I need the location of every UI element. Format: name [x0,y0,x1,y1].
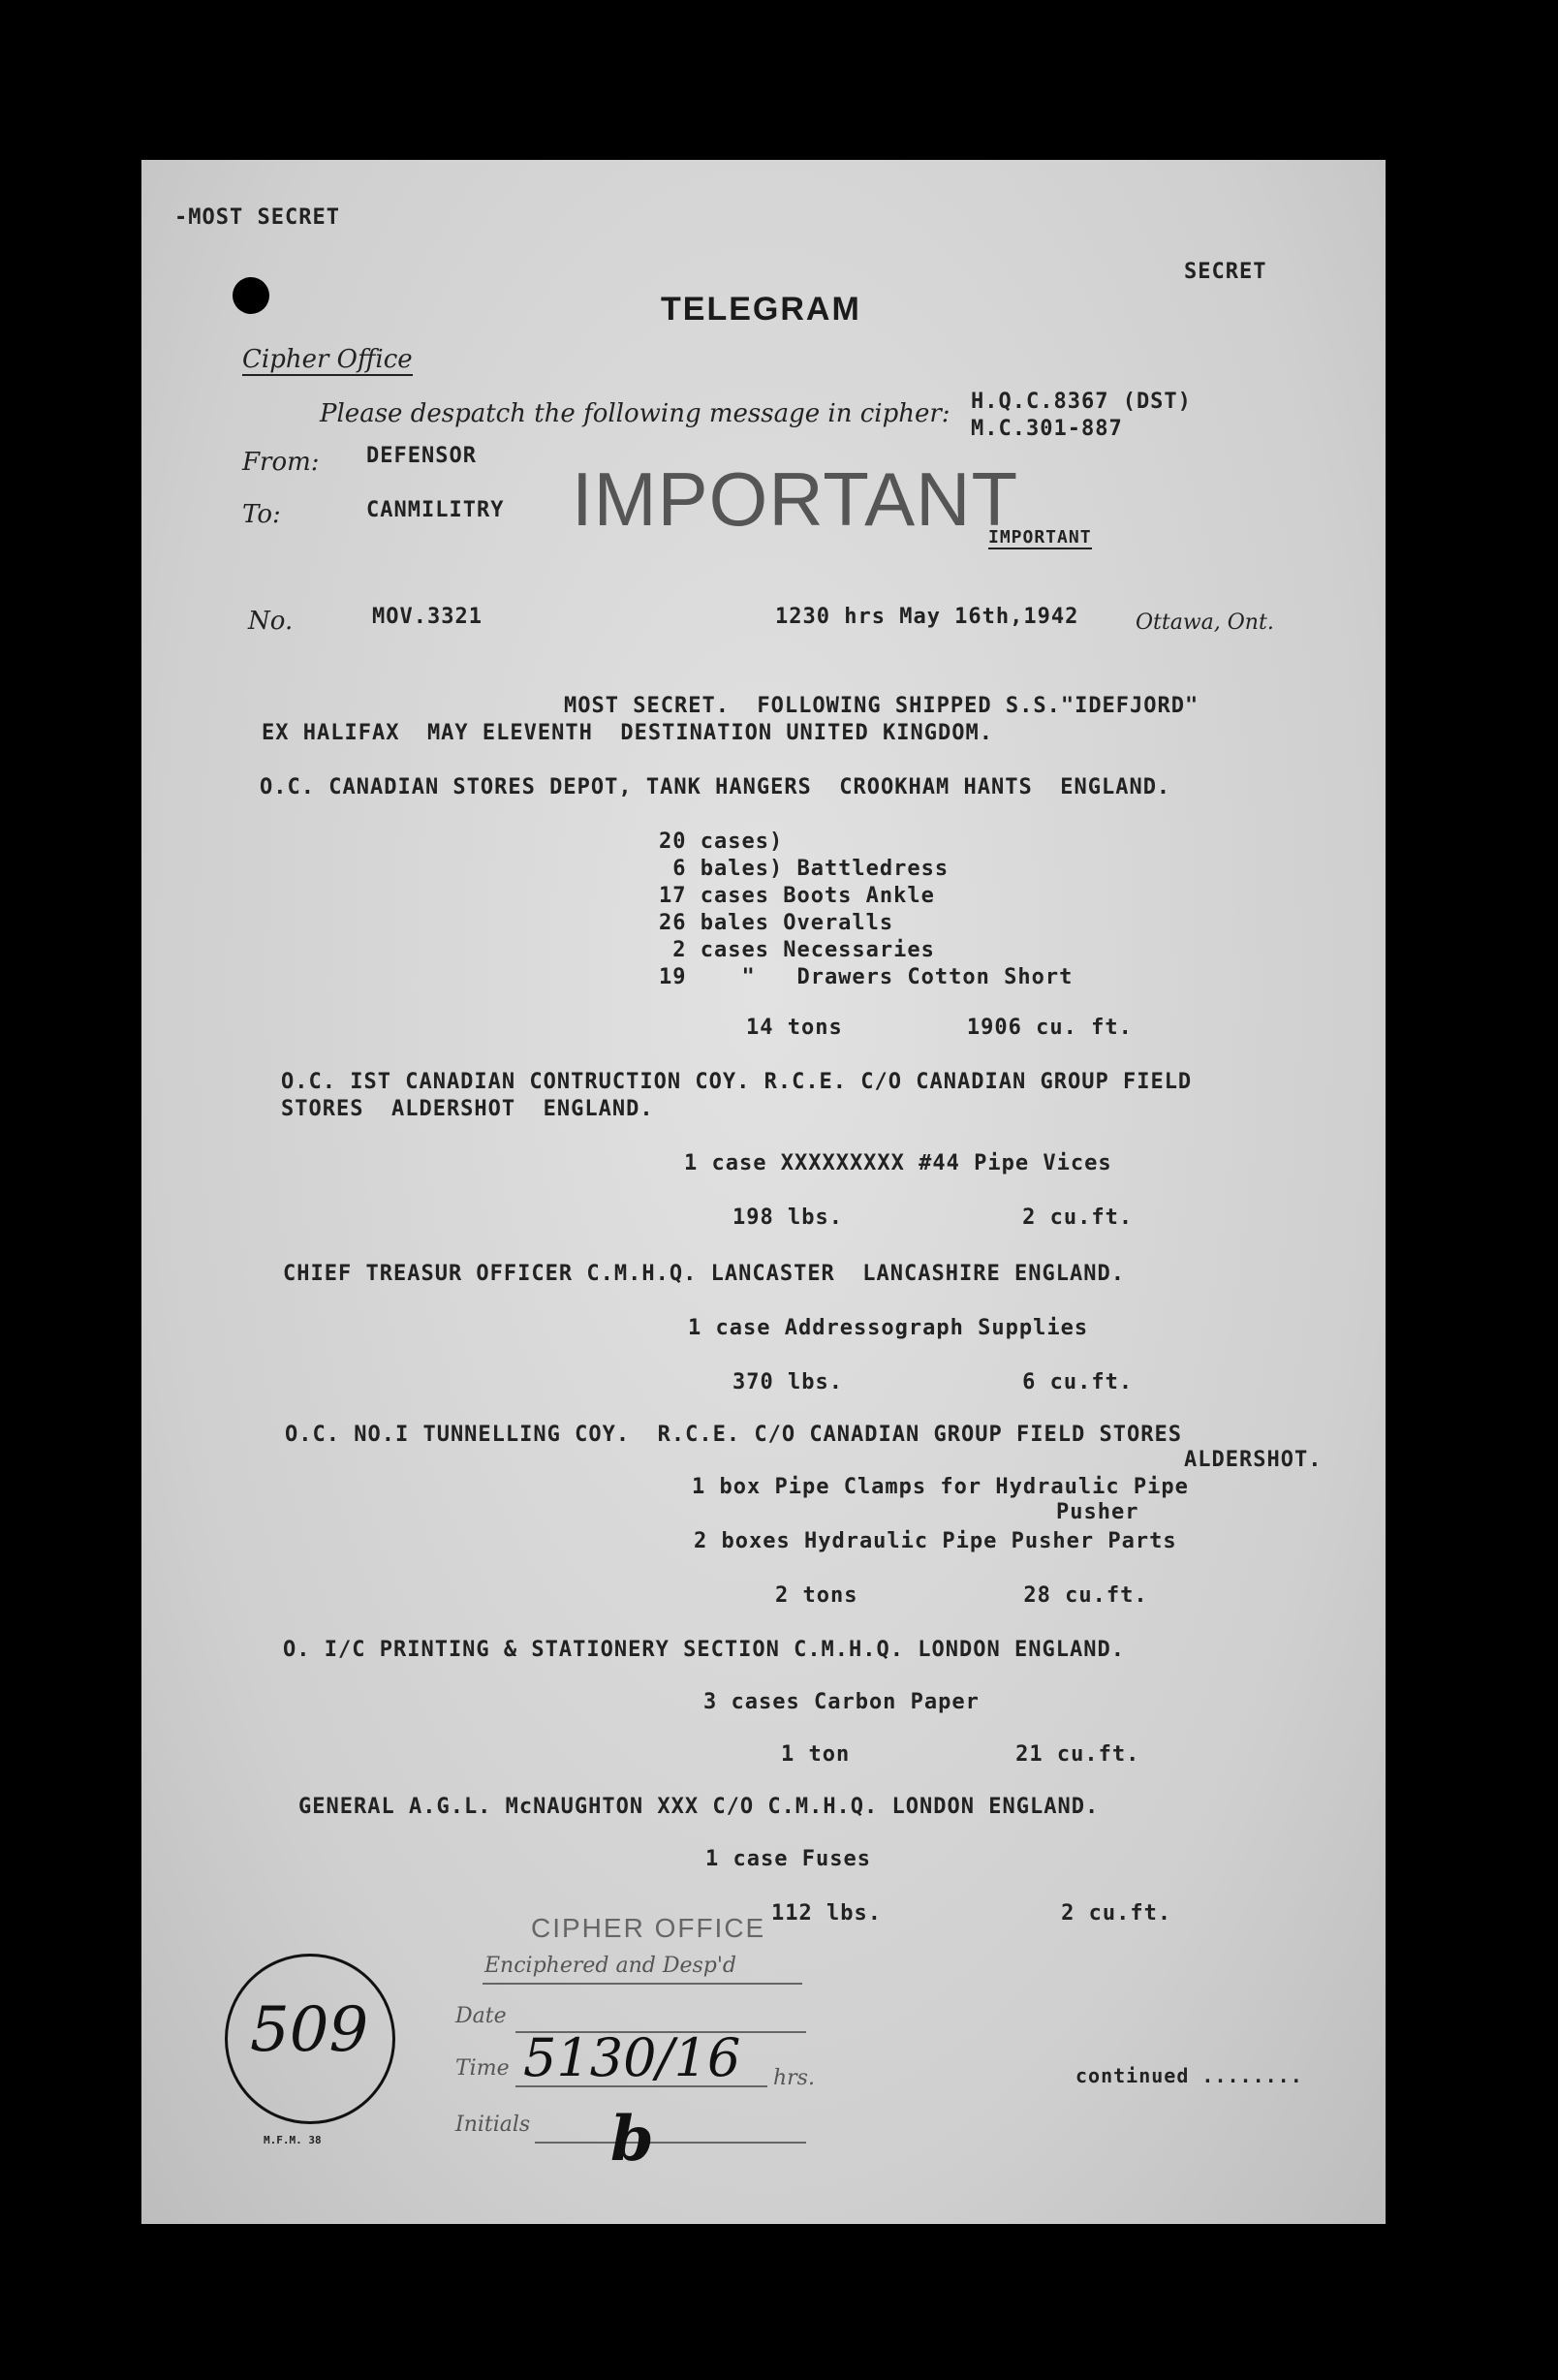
body-line-12: O. I/C PRINTING & STATIONERY SECTION C.M.H.Q. LONDON ENGLAND. [283,1638,1125,1662]
reference-2: M.C.301-887 [971,417,1123,441]
body-line-6: 1 case XXXXXXXXX #44 Pipe Vices [684,1151,1112,1175]
total-1: 14 tons 1906 cu. ft. [746,1016,1133,1040]
body-line-8: 1 case Addressograph Supplies [688,1316,1089,1340]
cipher-office-label: Cipher Office [242,345,413,374]
item-line: 2 cases Necessaries [659,938,935,962]
item-line: 26 bales Overalls [659,911,894,935]
total-3: 370 lbs. 6 cu.ft. [732,1370,1134,1394]
reference-1: H.Q.C.8367 (DST) [971,390,1192,414]
to-label: To: [242,500,281,529]
body-line-5: STORES ALDERSHOT ENGLAND. [281,1097,654,1121]
body-line-15: 1 case Fuses [705,1847,871,1871]
stamp-time-label: Time [455,2056,510,2081]
to-value: CANMILITRY [366,498,505,522]
date-time: 1230 hrs May 16th,1942 [775,605,1079,629]
important-typed: IMPORTANT [988,527,1092,548]
number-label: No. [248,607,294,636]
continued-label: continued ........ [1075,2064,1303,2087]
stamp-subtitle: Enciphered and Desp'd [484,1954,736,1978]
body-line-11: 2 boxes Hydraulic Pipe Pusher Parts [694,1529,1177,1553]
body-line-9b: ALDERSHOT. [1184,1448,1323,1472]
telegram-title: TELEGRAM [661,291,861,328]
registration-number: 509 [250,1994,369,2066]
body-line-3: O.C. CANADIAN STORES DEPOT, TANK HANGERS CROOKHAM HANTS ENGLAND. [260,775,1171,799]
body-line-1: MOST SECRET. FOLLOWING SHIPPED S.S."IDEFJORD" [564,694,1200,718]
punch-hole [233,277,269,314]
initials-line [535,2142,806,2144]
item-line: 19 " Drawers Cotton Short [659,965,1074,989]
body-line-10b: Pusher [1056,1500,1139,1524]
most-secret-top: -MOST SECRET [174,205,340,230]
total-6: 112 lbs. 2 cu.ft. [771,1901,1172,1926]
item-line: 6 bales) Battledress [659,857,950,881]
item-line: 20 cases) [659,830,784,854]
number-value: MOV.3321 [372,605,483,629]
body-line-9: O.C. NO.I TUNNELLING COY. R.C.E. C/O CANADIAN GROUP FIELD STORES [285,1423,1182,1447]
stamp-date-label: Date [455,2004,507,2028]
handwritten-time: 5130/16 [523,2027,741,2088]
place: Ottawa, Ont. [1136,611,1274,635]
stamp-rule [483,1983,802,1985]
body-line-2: EX HALIFAX MAY ELEVENTH DESTINATION UNITED KINGDOM. [262,721,993,745]
stamp-initials-label: Initials [455,2113,531,2137]
from-value: DEFENSOR [366,444,477,468]
important-stamp: IMPORTANT [572,456,1019,542]
body-line-4: O.C. IST CANADIAN CONTRUCTION COY. R.C.E. C/O CANADIAN GROUP FIELD [281,1070,1193,1094]
secret-label: SECRET [1184,260,1267,284]
form-code: M.F.M. 38 [264,2134,322,2146]
total-4: 2 tons 28 cu.ft. [775,1583,1148,1608]
body-line-7: CHIEF TREASUR OFFICER C.M.H.Q. LANCASTER LANCASHIRE ENGLAND. [283,1262,1125,1286]
handwritten-initials: b [610,2103,654,2176]
body-line-14: GENERAL A.G.L. McNAUGHTON XXX C/O C.M.H.Q. LONDON ENGLAND. [298,1795,1100,1819]
stamp-hrs-label: hrs. [773,2066,815,2090]
body-line-10: 1 box Pipe Clamps for Hydraulic Pipe [692,1475,1189,1499]
total-5: 1 ton 21 cu.ft. [781,1742,1140,1767]
from-label: From: [242,448,320,477]
total-2: 198 lbs. 2 cu.ft. [732,1206,1134,1230]
item-line: 17 cases Boots Ankle [659,884,935,908]
body-line-13: 3 cases Carbon Paper [703,1690,980,1714]
stamp-title: CIPHER OFFICE [531,1913,766,1943]
despatch-instruction: Please despatch the following message in cipher: [320,399,950,428]
